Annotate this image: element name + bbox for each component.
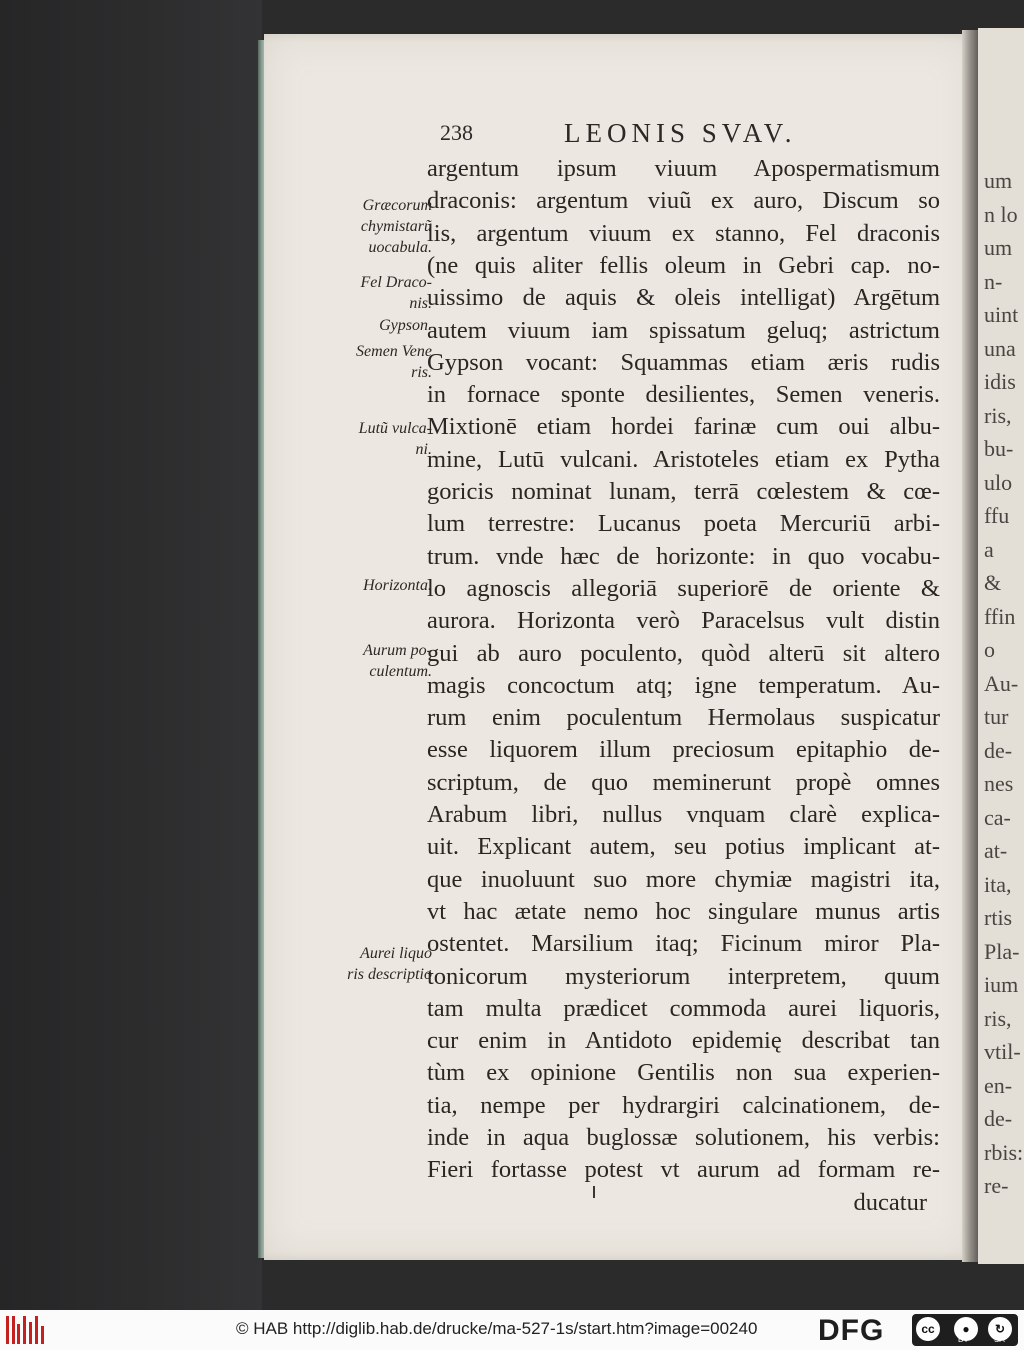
facing-page-text: rbis:	[984, 1139, 1024, 1165]
page-header	[440, 118, 860, 152]
margin-note-line: Semen Vene	[356, 343, 432, 360]
margin-note-line: ris descriptio	[347, 966, 432, 983]
facing-page-text: Pla-	[984, 938, 1020, 964]
text-line: goricis nominat lunam, terrā cœlestem & cœ-	[427, 478, 940, 505]
background-dark-area	[0, 0, 262, 1310]
text-line: uissimo de aquis & oleis intelligat) Argētum	[427, 284, 940, 312]
sa-label: SA	[994, 1335, 1005, 1344]
text-line: tùm ex opinione Gentilis non sua experien-	[427, 1059, 940, 1087]
facing-page-text: Au-	[984, 670, 1019, 696]
facing-page-text: o	[984, 637, 995, 662]
text-line: draconis: argentum viuũ ex auro, Discum so	[427, 187, 940, 215]
text-line: lis, argentum viuum ex stanno, Fel draconis	[427, 219, 940, 247]
margin-note-line: uocabula.	[368, 239, 432, 256]
facing-page-text: &	[984, 570, 1002, 595]
margin-note-line: ni.	[415, 441, 432, 458]
margin-note-line: Horizonta.	[363, 577, 432, 594]
cc-license-badge[interactable]	[912, 1314, 1018, 1346]
facing-page-text: de-	[984, 1106, 1013, 1131]
footer-credit-link[interactable]: © HAB http://diglib.hab.de/drucke/ma-527-1s/start.htm?image=00240	[236, 1319, 758, 1338]
facing-page-text: idis	[984, 369, 1016, 394]
facing-page-text: uint	[984, 302, 1019, 327]
text-line: gui ab auro poculento, quòd alterū sit altero	[427, 639, 940, 667]
margin-note	[363, 575, 432, 596]
margin-note-line: Aurum po-	[363, 642, 432, 659]
page-number: 238	[440, 120, 473, 145]
facing-page-text: nes	[984, 771, 1014, 796]
margin-note-line: Græcorum	[362, 197, 432, 214]
text-line: tonicorum mysteriorum interpretem, quum	[427, 962, 940, 990]
margin-note	[363, 640, 432, 682]
margin-note-line: Gypson.	[379, 317, 432, 334]
margin-note-line: chymistarũ	[360, 218, 432, 235]
facing-page-text: ium	[984, 972, 1019, 997]
cc-icon: cc	[916, 1317, 940, 1341]
facing-page-text: bu-	[984, 436, 1014, 461]
margin-note	[379, 315, 432, 336]
margin-note	[361, 195, 432, 258]
text-line: uit. Explicant autem, seu potius implicant at-	[427, 833, 940, 861]
facing-page-text: a	[984, 536, 994, 562]
facing-page-text: de-	[984, 737, 1013, 763]
facing-page-text: vtil-	[984, 1039, 1021, 1064]
text-line: Arabum libri, nullus vnquam clarè explica-	[427, 801, 940, 828]
text-line: que inuoluunt suo more chymiæ magistri ita,	[427, 865, 940, 893]
text-line: ducatur	[853, 1188, 927, 1216]
facing-page-text: re-	[984, 1173, 1009, 1198]
facing-page-text: rtis	[984, 905, 1013, 930]
text-line: esse liquorem illum preciosum epitaphio de-	[427, 736, 940, 764]
text-line: lo agnoscis allegoriā superiorē de oriente &	[427, 574, 940, 602]
share-alike-icon: ↻	[988, 1317, 1012, 1341]
text-line: argentum ipsum viuum Apospermatismum	[427, 155, 940, 182]
facing-page-text: ca-	[984, 804, 1011, 830]
facing-page-text: n lo	[984, 201, 1018, 227]
hab-logo-icon	[6, 1316, 46, 1344]
text-line: tia, nempe per hydrargiri calcinationem, de-	[427, 1091, 940, 1119]
facing-page-text: ris,	[984, 402, 1012, 428]
footer-bar	[0, 1310, 1024, 1350]
dfg-logo: DFG	[818, 1314, 885, 1347]
margin-note	[347, 943, 432, 985]
text-line: tam multa prædicet commoda aurei liquoris,	[427, 994, 940, 1022]
ink-mark	[593, 1186, 595, 1198]
text-line: in fornace sponte desilientes, Semen veneris.	[427, 381, 940, 409]
margin-note-line: Aurei liquo	[360, 945, 432, 962]
text-line: Gypson vocant: Squammas etiam æris rudis	[427, 348, 940, 376]
facing-page-text: ris,	[984, 1005, 1012, 1031]
margin-notes	[298, 0, 432, 1260]
facing-page-text: at-	[984, 838, 1008, 863]
text-line: magis concoctum atq; igne temperatum. Au-	[427, 671, 940, 699]
facing-page-text: ffin	[984, 603, 1016, 629]
text-line: aurora. Horizonta verò Paracelsus vult distin	[427, 607, 940, 635]
facing-page-text: ffu	[984, 503, 1010, 528]
facing-page-text: una	[984, 335, 1016, 361]
text-line: trum. vnde hæc de horizonte: in quo vocabu-	[427, 542, 940, 570]
facing-page-text: um	[984, 168, 1013, 193]
facing-page-text: um	[984, 235, 1013, 260]
by-person-icon: ●	[954, 1317, 978, 1341]
text-line: mine, Lutū vulcani. Aristoteles etiam ex Pytha	[427, 445, 940, 473]
text-line: (ne quis aliter fellis oleum in Gebri cap. no-	[427, 251, 940, 279]
text-line: cur enim in Antidoto epidemię describat tan	[427, 1027, 940, 1055]
margin-note	[360, 272, 432, 314]
margin-note-line: nis.	[409, 295, 432, 312]
margin-note	[359, 418, 432, 460]
text-line: autem viuum iam spissatum geluq; astrictum	[427, 316, 940, 344]
text-line: inde in aqua buglossæ solutionem, his verbis:	[427, 1124, 940, 1151]
facing-page-text: n-	[984, 268, 1003, 294]
by-label: BY	[958, 1335, 969, 1344]
facing-page-text: ita,	[984, 871, 1012, 897]
text-line: Mixtionē etiam hordei farinæ cum oui albu-	[427, 413, 940, 441]
facing-page-text: en-	[984, 1072, 1013, 1098]
facing-page-fragment	[978, 28, 1024, 1264]
running-head: LEONIS SVAV.	[564, 118, 797, 148]
margin-note-line: Fel Draco-	[360, 274, 432, 291]
text-line: ostentet. Marsilium itaq; Ficinum miror Pla-	[427, 930, 940, 958]
margin-note-line: culentum.	[369, 663, 432, 680]
facing-page-text: ulo	[984, 469, 1013, 495]
text-line: scriptum, de quo meminerunt propè omnes	[427, 768, 940, 796]
margin-note	[356, 341, 432, 383]
text-line: vt hac ætate nemo hoc singulare munus artis	[427, 897, 940, 925]
facing-page-text: tur	[984, 704, 1009, 729]
margin-note-line: ris.	[411, 364, 432, 381]
text-line: Fieri fortasse potest vt aurum ad formam re-	[427, 1156, 940, 1184]
text-line: rum enim poculentum Hermolaus suspicatur	[427, 704, 940, 732]
margin-note-line: Lutũ vulca-	[358, 420, 432, 437]
text-line: lum terrestre: Lucanus poeta Mercuriū arbi-	[427, 510, 940, 538]
